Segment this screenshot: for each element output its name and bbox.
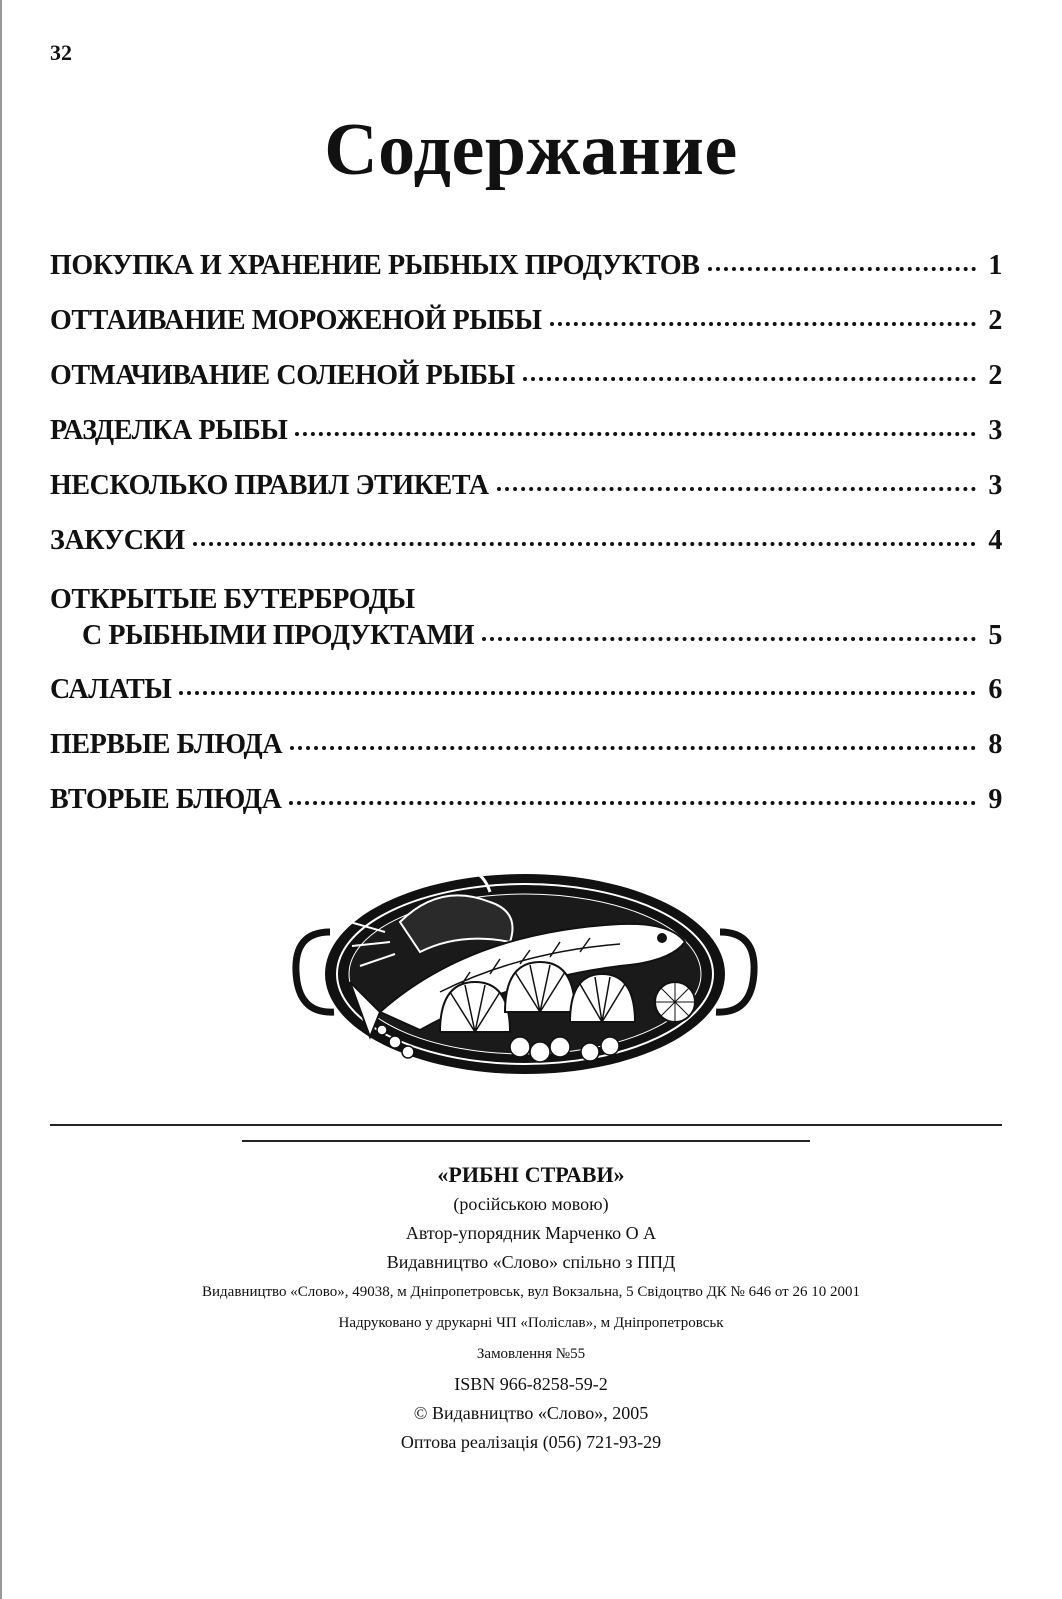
page-title: Содержание	[324, 109, 738, 191]
language-note: (російською мовою)	[453, 1194, 609, 1214]
toc-entry-title-line1: ОТКРЫТЫЕ БУТЕРБРОДЫ	[50, 584, 415, 615]
toc-entry-title: ОТТАИВАНИЕ МОРОЖЕНОЙ РЫБЫ	[50, 305, 542, 336]
toc-entry-page: 8	[988, 729, 1002, 760]
page-number: 32	[50, 40, 72, 65]
toc-entry[interactable]	[50, 415, 1002, 470]
wholesale-line: Оптова реалізація (056) 721-93-29	[400, 1432, 662, 1452]
book-title: «РИБНІ СТРАВИ»	[437, 1162, 625, 1187]
copyright-line: © Видавництво «Слово», 2005	[413, 1403, 649, 1423]
toc-entry-page: 4	[988, 525, 1002, 556]
toc-entry[interactable]	[50, 729, 1002, 784]
address-line: Видавництво «Слово», 49038, м Дніпропетровськ, вул Вокзальна, 5 Свідоцтво ДК № 646 от 26 10 2001	[202, 1284, 860, 1300]
toc-entry-page: 3	[988, 415, 1002, 446]
toc-entry[interactable]	[50, 305, 1002, 360]
toc-entry[interactable]	[50, 470, 1002, 525]
toc-entry-title: ОТМАЧИВАНИЕ СОЛЕНОЙ РЫБЫ	[50, 360, 515, 391]
divider-line-short	[242, 1140, 810, 1142]
author-line: Автор-упорядник Марченко О А	[405, 1223, 657, 1243]
toc-entry-page: 1	[988, 250, 1002, 281]
toc-entry-page: 5	[988, 620, 1002, 651]
toc-entry-page: 6	[988, 674, 1002, 705]
toc-leader-dots	[193, 542, 976, 546]
toc-entry-title: ВТОРЫЕ БЛЮДА	[50, 784, 282, 815]
table-of-contents	[50, 250, 1002, 839]
isbn-line: ISBN 966-8258-59-2	[454, 1374, 608, 1394]
toc-entry-page: 2	[988, 305, 1002, 336]
toc-entry[interactable]	[50, 360, 1002, 415]
toc-entry-page: 2	[988, 360, 1002, 391]
toc-entry[interactable]	[50, 674, 1002, 729]
toc-entry[interactable]	[50, 580, 1002, 674]
toc-entry-title: ЗАКУСКИ	[50, 525, 185, 556]
imprint	[0, 1160, 1062, 1457]
toc-leader-dots	[295, 432, 976, 436]
toc-entry-title: ПЕРВЫЕ БЛЮДА	[50, 729, 283, 760]
toc-entry-page: 9	[988, 784, 1002, 815]
order-line: Замовлення №55	[476, 1346, 586, 1362]
toc-entry-page: 3	[988, 470, 1002, 501]
toc-entry-title: РАЗДЕЛКА РЫБЫ	[50, 415, 288, 446]
toc-entry[interactable]	[50, 250, 1002, 305]
divider-line	[50, 1124, 1002, 1126]
toc-leader-dots	[708, 267, 976, 271]
toc-entry[interactable]	[50, 525, 1002, 580]
toc-leader-dots	[523, 377, 976, 381]
toc-leader-dots	[289, 801, 976, 805]
fish-platter-icon	[290, 862, 760, 1102]
toc-leader-dots	[550, 322, 976, 326]
toc-leader-dots	[290, 746, 976, 750]
toc-entry-title: САЛАТЫ	[50, 674, 172, 705]
toc-entry[interactable]	[50, 784, 1002, 839]
toc-entry-title: ПОКУПКА И ХРАНЕНИЕ РЫБНЫХ ПРОДУКТОВ	[50, 250, 700, 281]
toc-entry-title-line2: С РЫБНЫМИ ПРОДУКТАМИ	[82, 620, 475, 651]
publisher-line: Видавництво «Слово» спільно з ППД	[386, 1252, 676, 1272]
toc-entry-title: НЕСКОЛЬКО ПРАВИЛ ЭТИКЕТА	[50, 470, 489, 501]
toc-leader-dots	[179, 691, 976, 695]
toc-leader-dots	[497, 487, 976, 491]
printed-line: Надруковано у друкарні ЧП «Поліслав», м Дніпропетровськ	[338, 1315, 724, 1331]
toc-leader-dots	[482, 637, 976, 641]
